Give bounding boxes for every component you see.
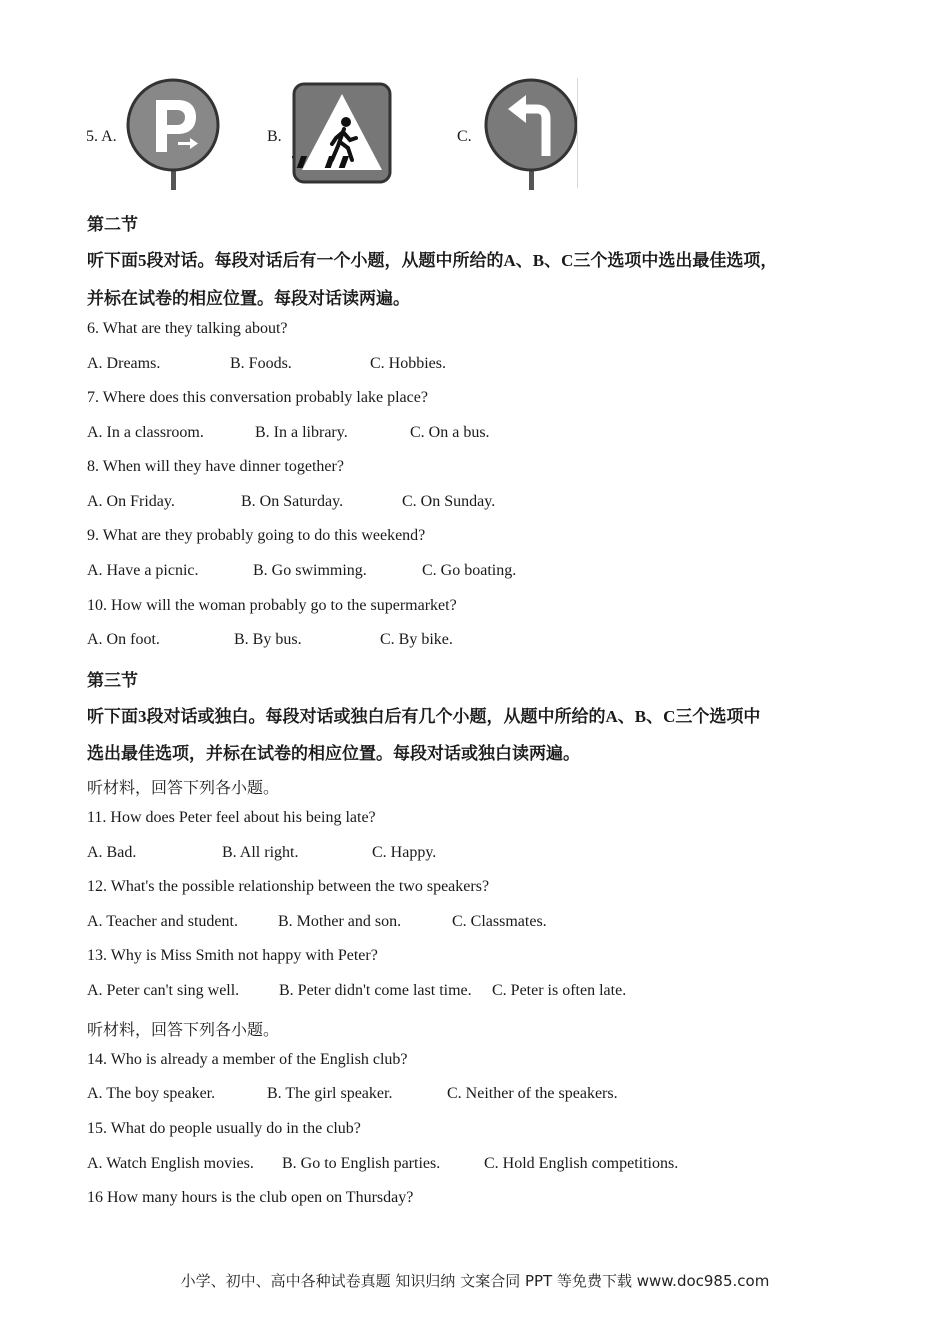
question-10-option-b: B. By bus.	[234, 631, 302, 648]
question-9-option-b: B. Go swimming.	[253, 562, 367, 579]
question-9-option-a: A. Have a picnic.	[87, 562, 199, 579]
question-12: 12. What's the possible relationship between the two speakers?	[87, 878, 490, 895]
question-15-option-b: B. Go to English parties.	[282, 1155, 441, 1172]
question-10-option-c: C. By bike.	[380, 631, 453, 648]
question-13-option-c: C. Peter is often late.	[492, 982, 627, 999]
question-7-option-a: A. In a classroom.	[87, 424, 204, 441]
question-9: 9. What are they probably going to do this weekend?	[87, 527, 426, 544]
question-7: 7. Where does this conversation probably lake place?	[87, 389, 428, 406]
question-6-option-a: A. Dreams.	[87, 355, 161, 372]
question-13-option-b: B. Peter didn't come last time.	[279, 982, 472, 999]
question-12-option-c: C. Classmates.	[452, 913, 547, 930]
question-14-option-c: C. Neither of the speakers.	[447, 1085, 618, 1102]
question-5-number: 5. A.	[86, 128, 117, 145]
question-12-option-a: A. Teacher and student.	[87, 913, 238, 930]
section-2-instruction-line-2: 并标在试卷的相应位置。每段对话读两遍。	[87, 289, 410, 308]
question-11-option-c: C. Happy.	[372, 844, 437, 861]
question-8: 8. When will they have dinner together?	[87, 458, 344, 475]
question-8-option-b: B. On Saturday.	[241, 493, 344, 510]
question-5-options	[86, 78, 606, 190]
section-2-title: 第二节	[87, 215, 138, 234]
question-8-option-a: A. On Friday.	[87, 493, 175, 510]
question-15-option-a: A. Watch English movies.	[87, 1155, 254, 1172]
question-11: 11. How does Peter feel about his being late?	[87, 809, 376, 826]
section-3-instruction-line-1: 听下面3段对话或独白。每段对话或独白后有几个小题，从题中所给的A、B、C三个选项中	[87, 707, 761, 726]
question-13-option-a: A. Peter can't sing well.	[87, 982, 240, 999]
question-7-option-b: B. In a library.	[255, 424, 348, 441]
question-16: 16 How many hours is the club open on Thursday?	[87, 1189, 414, 1206]
section-2-instruction-line-1: 听下面5段对话。每段对话后有一个小题，从题中所给的A、B、C三个选项中选出最佳选项，	[87, 251, 778, 270]
section-3-title: 第三节	[87, 671, 138, 690]
question-15-option-c: C. Hold English competitions.	[484, 1155, 679, 1172]
question-11-option-b: B. All right.	[222, 844, 299, 861]
question-9-option-c: C. Go boating.	[422, 562, 517, 579]
question-6-option-c: C. Hobbies.	[370, 355, 446, 372]
question-8-option-c: C. On Sunday.	[402, 493, 496, 510]
question-6-option-b: B. Foods.	[230, 355, 292, 372]
question-13: 13. Why is Miss Smith not happy with Peter?	[87, 947, 378, 964]
pedestrian-crossing-sign-icon	[292, 82, 394, 186]
page-footer: 小学、初中、高中各种试卷真题 知识归纳 文案合同 PPT 等免费下载 www.doc985.com	[180, 1272, 770, 1290]
image-divider	[577, 78, 578, 188]
question-11-option-a: A. Bad.	[87, 844, 137, 861]
question-6: 6. What are they talking about?	[87, 320, 288, 337]
parking-sign-icon	[126, 78, 222, 190]
question-14: 14. Who is already a member of the English club?	[87, 1051, 408, 1068]
listen-instruction-1: 听材料，回答下列各小题。	[87, 780, 280, 797]
question-14-option-a: A. The boy speaker.	[87, 1085, 216, 1102]
option-b-label: B.	[267, 128, 282, 145]
question-10: 10. How will the woman probably go to the supermarket?	[87, 597, 457, 614]
turn-left-sign-icon	[484, 78, 580, 190]
section-3-instruction-line-2: 选出最佳选项，并标在试卷的相应位置。每段对话或独白读两遍。	[87, 744, 580, 763]
question-10-option-a: A. On foot.	[87, 631, 160, 648]
question-7-option-c: C. On a bus.	[410, 424, 490, 441]
question-15: 15. What do people usually do in the club?	[87, 1120, 361, 1137]
question-14-option-b: B. The girl speaker.	[267, 1085, 393, 1102]
question-12-option-b: B. Mother and son.	[278, 913, 402, 930]
listen-instruction-2: 听材料，回答下列各小题。	[87, 1022, 280, 1039]
option-c-label: C.	[457, 128, 472, 145]
